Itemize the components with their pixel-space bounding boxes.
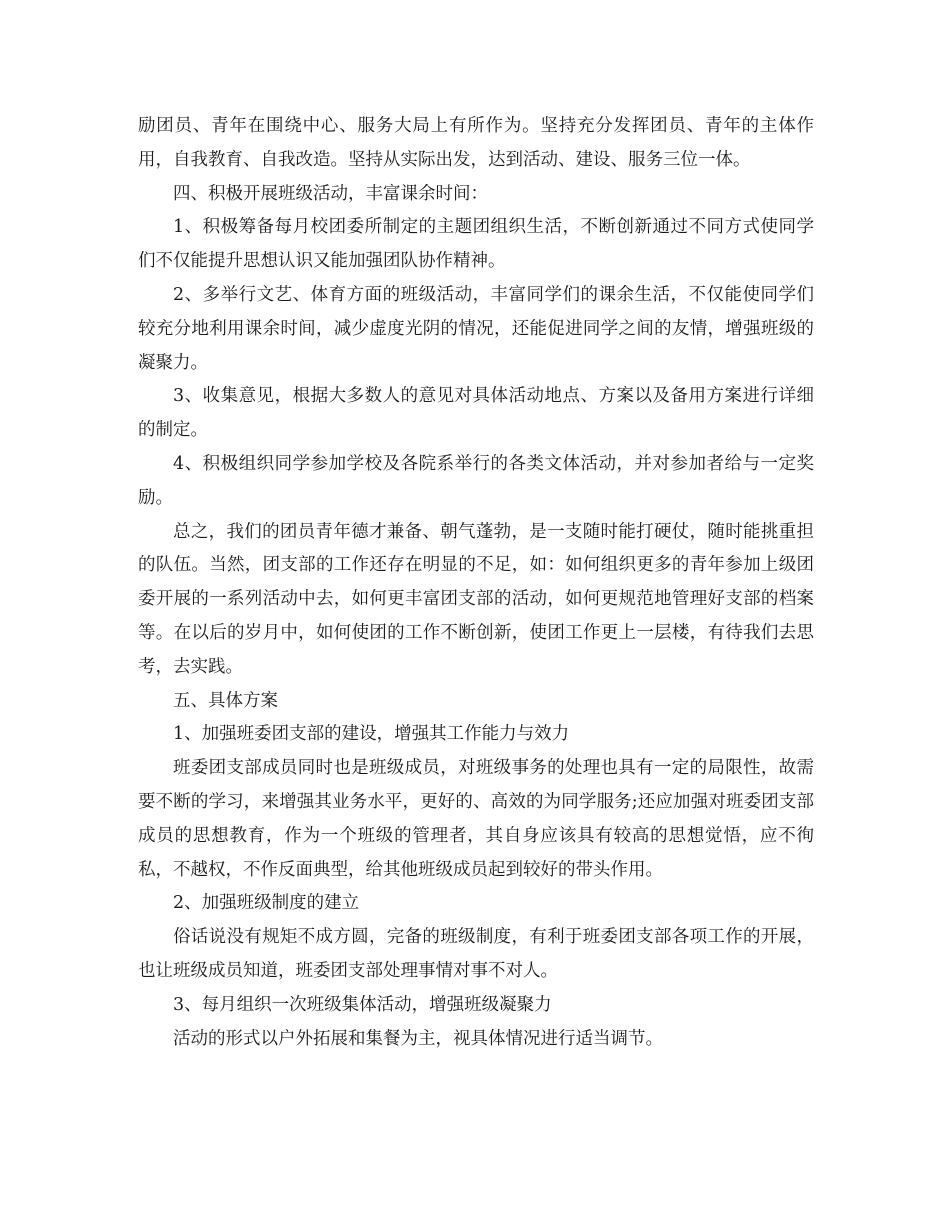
list-item-2: 2、多举行文艺、体育方面的班级活动，丰富同学们的课余生活，不仅能使同学们较充分地利用课余时间，减少虚度光阴的情况，还能促进同学之间的友情，增强班级的凝聚力。: [138, 284, 814, 373]
paragraph-1: 励团员、青年在围绕中心、服务大局上有所作为。坚持充分发挥团员、青年的主体作用，自我教育、自我改造。坚持从实际出发，达到活动、建设、服务三位一体。: [138, 116, 814, 170]
plan-item-3-heading: 3、每月组织一次班级集体活动，增强班级凝聚力: [173, 994, 552, 1015]
list-item-1: 1、积极筹备每月校团委所制定的主题团组织生活，不断创新通过不同方式使同学们不仅能提升思想认识又能加强团队协作精神。: [138, 217, 814, 272]
list-item-4: 4、积极组织同学参加学校及各院系举行的各类文体活动，并对参加者给与一定奖励。: [138, 453, 814, 508]
plan-item-2-body: 俗话说没有规矩不成方圆，完备的班级制度，有利于班委团支部各项工作的开展，也让班级成员知道，班委团支部处理事情对事不对人。: [138, 927, 814, 981]
plan-item-1-heading: 1、加强班委团支部的建设，增强其工作能力与效力: [173, 724, 570, 745]
document-body: [138, 110, 814, 1056]
plan-item-2-heading: 2、加强班级制度的建立: [173, 893, 360, 914]
list-item-3: 3、收集意见，根据大多数人的意见对具体活动地点、方案以及备用方案进行详细的制定。: [138, 386, 814, 441]
summary-paragraph: 总之，我们的团员青年德才兼备、朝气蓬勃，是一支随时能打硬仗，随时能挑重担的队伍。当然，团支部的工作还存在明显的不足，如：如何组织更多的青年参加上级团委开展的一系列活动中去，如何更丰富团支部的活动，如何更规范地管理好支部的档案等。在以后的岁月中，如何使团的工作不断创新，使团工作更上一层楼，有待我们去思考，去实践。: [138, 521, 814, 677]
section-heading-4: 四、积极开展班级活动，丰富课余时间：: [173, 183, 488, 204]
section-heading-5: 五、具体方案: [173, 690, 278, 711]
plan-item-1-body: 班委团支部成员同时也是班级成员，对班级事务的处理也具有一定的局限性，故需要不断的学习，来增强其业务水平，更好的、高效的为同学服务;还应加强对班委团支部成员的思想教育，作为一个班级的管理者，其自身应该具有较高的思想觉悟，应不徇私，不越权，不作反面典型，给其他班级成员起到较好的带头作用。: [138, 758, 814, 880]
plan-item-3-body: 活动的形式以户外拓展和集餐为主，视具体情况进行适当调节。: [173, 1028, 663, 1049]
